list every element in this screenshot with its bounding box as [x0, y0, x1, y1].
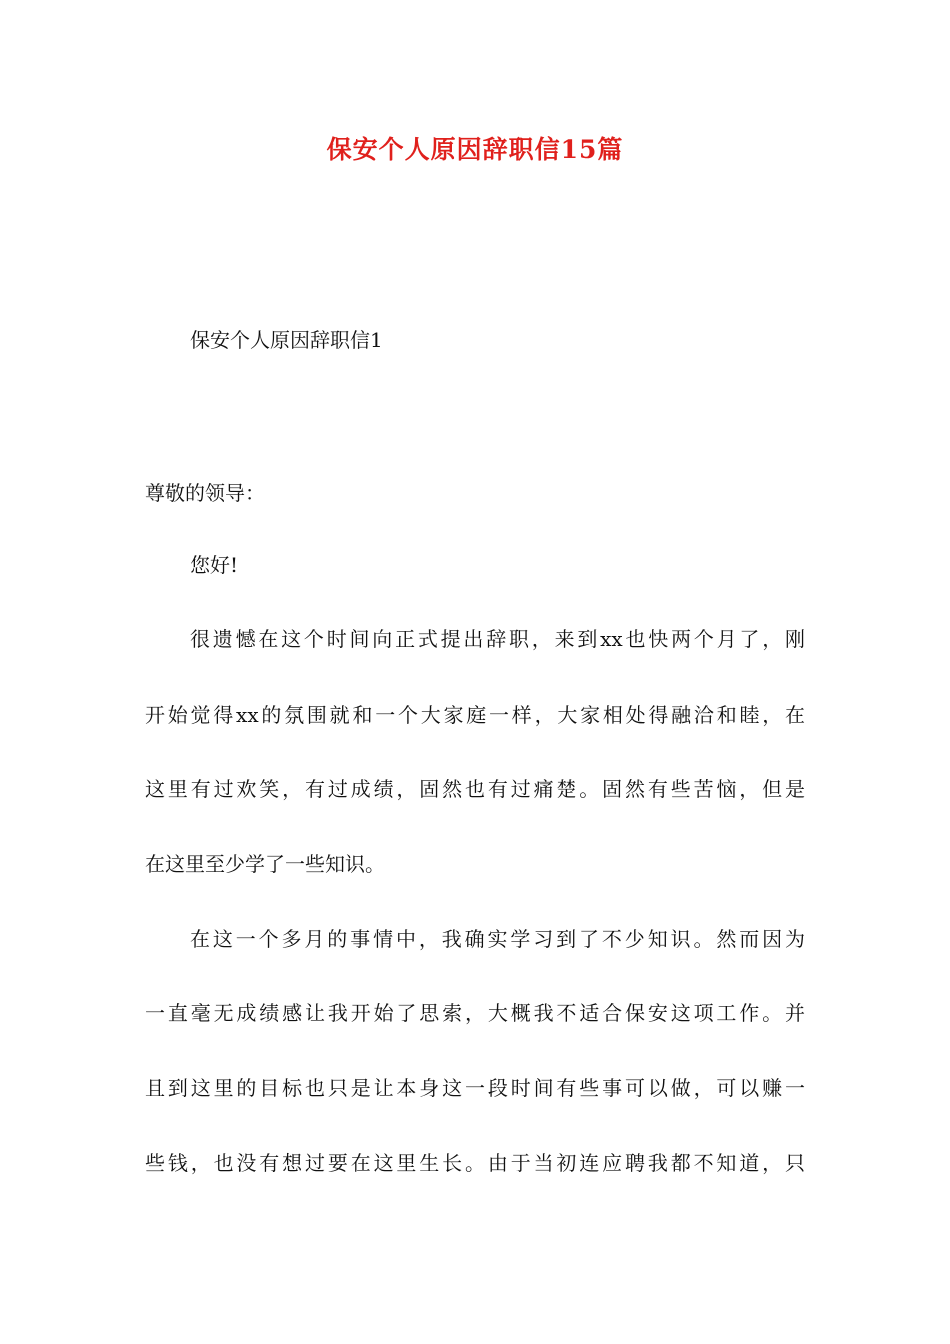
paragraph-1-line-2: 开始觉得xx的氛围就和一个大家庭一样，大家相处得融洽和睦，在 [145, 703, 805, 727]
paragraph-1-line-3: 这里有过欢笑，有过成绩，固然也有过痛楚。固然有些苦恼，但是 [145, 777, 805, 801]
section-heading: 保安个人原因辞职信1 [190, 328, 383, 352]
paragraph-2-line-2: 一直毫无成绩感让我开始了思索，大概我不适合保安这项工作。并 [145, 1001, 805, 1025]
paragraph-2-line-1: 在这一个多月的事情中，我确实学习到了不少知识。然而因为 [190, 927, 805, 951]
salutation: 尊敬的领导： [145, 481, 265, 505]
paragraph-1-line-1: 很遗憾在这个时间向正式提出辞职，来到xx也快两个月了，刚 [190, 627, 805, 651]
paragraph-2-line-3: 且到这里的目标也只是让本身这一段时间有些事可以做，可以赚一 [145, 1076, 805, 1100]
paragraph-1-line-4: 在这里至少学了一些知识。 [145, 852, 385, 876]
paragraph-2-line-4: 些钱，也没有想过要在这里生长。由于当初连应聘我都不知道，只 [145, 1151, 805, 1175]
document-title: 保安个人原因辞职信15篇 [326, 135, 624, 164]
greeting: 您好! [190, 553, 239, 577]
